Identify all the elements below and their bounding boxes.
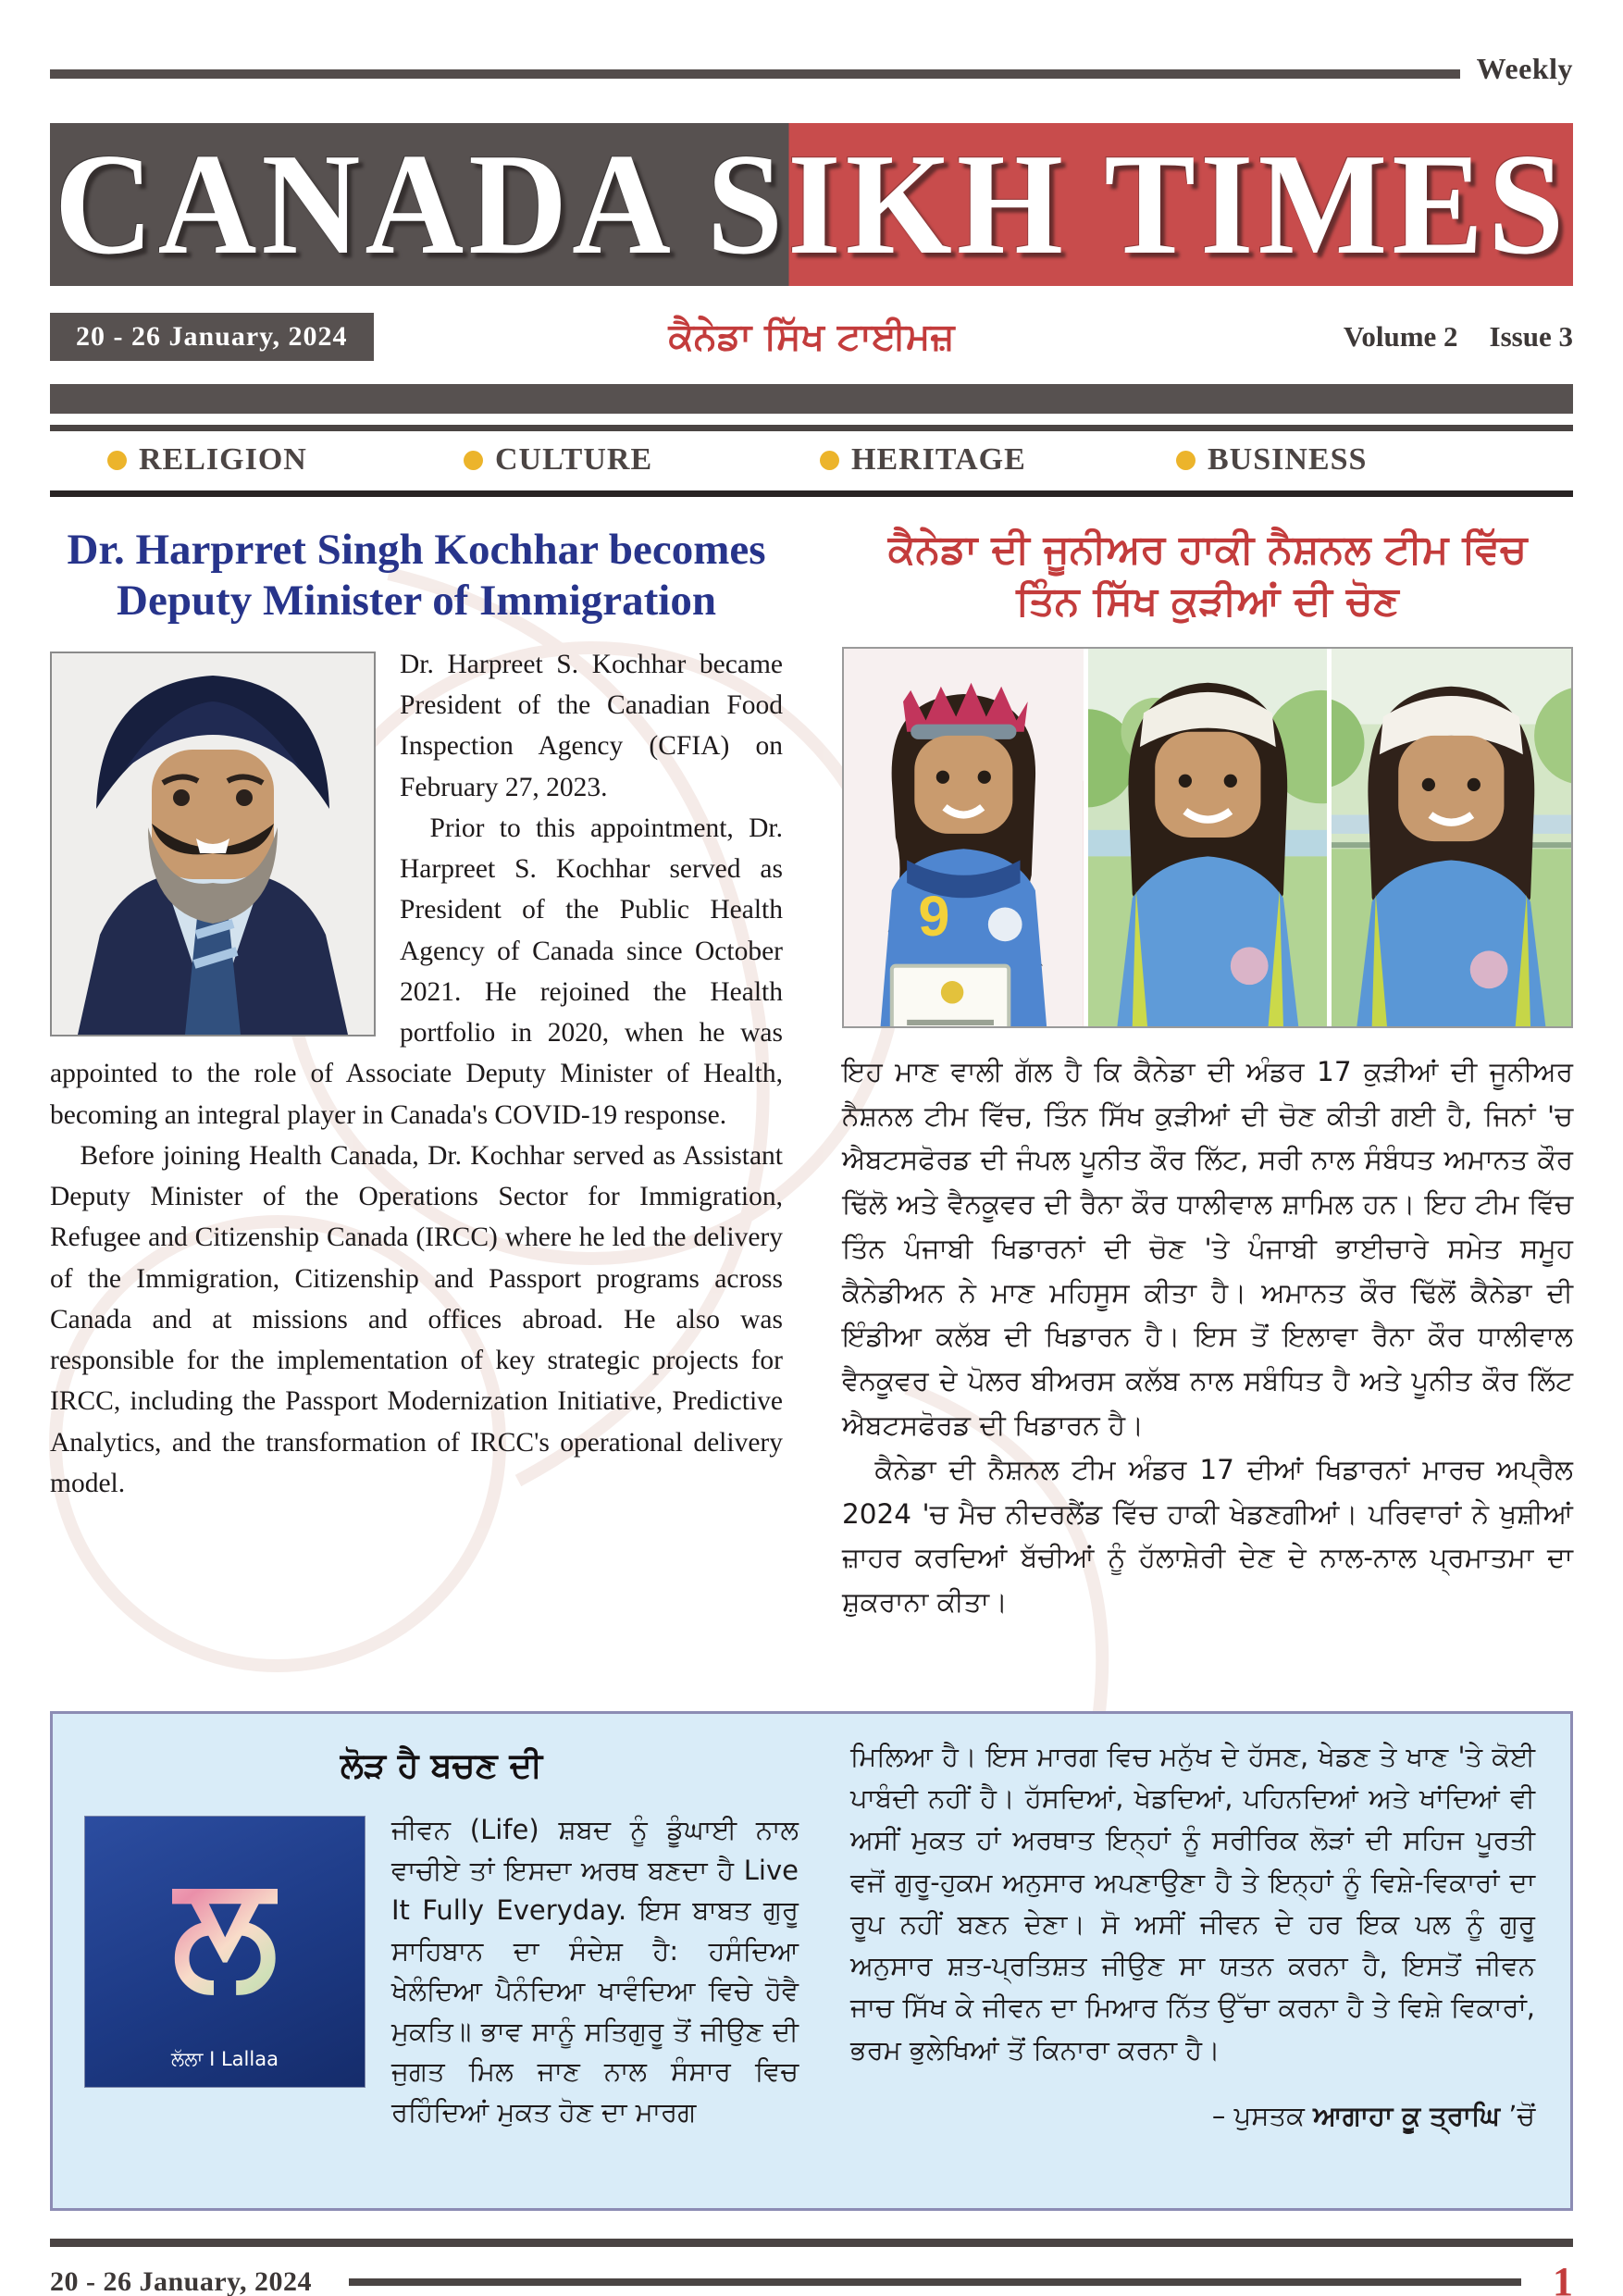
nav-rule (50, 490, 1573, 497)
article-hockey-team (842, 525, 1573, 1698)
player-photo-1 (844, 649, 1084, 1026)
nav-item-label: CULTURE (495, 442, 653, 477)
attribution-suffix: ’ਚੋਂ (1500, 2099, 1535, 2131)
article-body-en (50, 644, 783, 1504)
nav-item-label: HERITAGE (851, 442, 1026, 477)
bullet-icon (1176, 451, 1196, 470)
bullet-icon (820, 451, 839, 470)
svg-text:9: 9 (918, 884, 950, 948)
bullet-icon (464, 451, 483, 470)
lallaa-letter-art: ਲ (172, 1817, 279, 2045)
paragraph: ਕੈਨੇਡਾ ਦੀ ਨੈਸ਼ਨਲ ਟੀਮ ਅੰਡਰ 17 ਦੀਆਂ ਖਿਡਾਰਨਾਂ ਮਾਰਚ ਅਪ੍ਰੈਲ 2024 'ਚ ਮੈਚ ਨੀਦਰਲੈਂਡ ਵਿੱਚ ਹਾਕੀ ਖੇਡਣਗੀਆਂ। ਪਰਿਵਾਰਾਂ ਨੇ ਖੁਸ਼ੀਆਂ ਜ਼ਾਹਰ ਕਰਦਿਆਂ ਬੱਚੀਆਂ ਨੂੰ ਹੱਲਾਸ਼ੇਰੀ ਦੇਣ ਦੇ ਨਾਲ-ਨਾਲ ਪ੍ਰਮਾਤਮਾ ਦਾ ਸ਼ੁਕਰਾਨਾ ਕੀਤਾ। (842, 1453, 1573, 1619)
footer-rule (50, 2239, 1573, 2247)
headline-line1: ਕੈਨੇਡਾ ਦੀ ਜੂਨੀਅਰ ਹਾਕੀ ਨੈਸ਼ਨਲ ਟੀਮ ਵਿੱਚ (887, 527, 1528, 573)
paragraph: ਇਹ ਮਾਣ ਵਾਲੀ ਗੱਲ ਹੈ ਕਿ ਕੈਨੇਡਾ ਦੀ ਅੰਡਰ 17 ਕੁੜੀਆਂ ਦੀ ਜੂਨੀਅਰ ਨੈਸ਼ਨਲ ਟੀਮ ਵਿੱਚ, ਤਿੰਨ ਸਿੱਖ ਕੁੜੀਆਂ ਦੀ ਚੋਣ ਕੀਤੀ ਗਈ ਹੈ, ਜਿਨਾਂ 'ਚ ਐਬਟਸਫੋਰਡ ਦੀ ਜੰਪਲ ਪੂਨੀਤ ਕੌਰ ਲਿੱਟ, ਸਰੀ ਨਾਲ ਸੰਬੰਧਤ ਅਮਾਨਤ ਕੌਰ ਢਿੱਲੋ ਅਤੇ ਵੈਨਕੂਵਰ ਦੀ ਰੈਨਾ ਕੌਰ ਧਾਲੀਵਾਲ ਸ਼ਾਮਿਲ ਹਨ। ਇਹ ਟੀਮ ਵਿੱਚ ਤਿੰਨ ਪੰਜਾਬੀ ਖਿਡਾਰਨਾਂ ਦੀ ਚੋਣ 'ਤੇ ਪੰਜਾਬੀ ਭਾਈਚਾਰੇ ਸਮੇਤ ਸਮੂਹ ਕੈਨੇਡੀਅਨ ਨੇ ਮਾਣ ਮਹਿਸੂਸ ਕੀਤਾ ਹੈ। ਅਮਾਨਤ ਕੌਰ ਢਿੱਲੋਂ ਕੈਨੇਡਾ ਦੀ ਇੰਡੀਆ ਕਲੱਬ ਦੀ ਖਿਡਾਰਨ ਹੈ। ਇਸ ਤੋਂ ਇਲਾਵਾ ਰੈਨਾ ਕੌਰ ਧਾਲੀਵਾਲ ਵੈਨਕੂਵਰ ਦੇ ਪੋਲਰ ਬੀਅਰਸ ਕਲੱਬ ਨਾਲ ਸਬੰਧਿਤ ਹੈ ਅਤੇ ਪੂਨੀਤ ਕੌਰ ਲਿੱਟ ਐਬਟਸਫੋਰਡ ਦੀ ਖਿਡਾਰਨ ਹੈ। (842, 1055, 1573, 1442)
top-rule (50, 69, 1460, 79)
nav-item-label: BUSINESS (1208, 442, 1368, 477)
header-gray-bar (50, 384, 1573, 414)
nav-item-religion[interactable] (107, 442, 464, 478)
attribution-book-title: ਆਗਾਹਾ ਕੂ ਤ੍ਰਾਘਿ (1313, 2099, 1501, 2131)
nav-item-business[interactable] (1176, 442, 1532, 478)
article-headline-pa (842, 525, 1573, 628)
players-photo-strip (842, 647, 1573, 1028)
masthead-title: CANADA SIKH TIMES (54, 124, 1569, 285)
section-nav (50, 431, 1573, 490)
bullet-icon (107, 451, 127, 470)
lallaa-image (84, 1816, 365, 2088)
header-rule (50, 425, 1573, 431)
masthead-banner (50, 123, 1573, 286)
nav-item-label: RELIGION (139, 442, 307, 477)
issue-row (50, 308, 1573, 366)
date-range-box: 20 - 26 January, 2024 (50, 313, 374, 361)
article-headline-en (50, 525, 783, 627)
feature-left-body (84, 1810, 799, 2132)
nav-item-heritage[interactable] (820, 442, 1176, 478)
feature-title: ਲੋੜ ਹੈ ਬਚਣ ਦੀ (340, 1745, 543, 1785)
top-rule-row (50, 52, 1573, 86)
lallaa-caption: ਲੱਲਾ I Lallaa (171, 2047, 279, 2070)
weekly-label: Weekly (1476, 52, 1573, 85)
nav-item-culture[interactable] (464, 442, 820, 478)
paragraph: Prior to this appointment, Dr. Harpreet S. Kochhar served as President of the Public Health Agency of Canada since October 2021. He rejoined the Health portfolio in 2020, when he was appointed to the role of Associate Deputy Minister of Health, becoming an integral player in Canada's COVID-19 response. (50, 813, 783, 1130)
player-photo-2 (1088, 649, 1328, 1026)
main-content (50, 525, 1573, 1698)
player-photo-3 (1332, 649, 1571, 1026)
feature-right-column (850, 1736, 1535, 2186)
volume-label: Volume 2 (1343, 320, 1458, 353)
article-kochhar (50, 525, 783, 1698)
footer (50, 2259, 1573, 2296)
paragraph: ਜੀਵਨ (Life) ਸ਼ਬਦ ਨੂੰ ਡੂੰਘਾਈ ਨਾਲ ਵਾਚੀਏ ਤਾਂ ਇਸਦਾ ਅਰਥ ਬਣਦਾ ਹੈ Live It Fully Everyday. ਇਸ ਬਾਬਤ ਗੁਰੂ ਸਾਹਿਬਾਨ ਦਾ ਸੰਦੇਸ਼ ਹੈ: ਹਸੰਦਿਆ ਖੇਲੰਦਿਆ ਪੈਨੰਦਿਆ ਖਾਵੰਦਿਆ ਵਿਚੇ ਹੋਵੈ ਮੁਕਤਿ॥ ਭਾਵ ਸਾਨੂੰ ਸਤਿਗੁਰੂ ਤੋਂ ਜੀਉਣ ਦੀ ਜੁਗਤ ਮਿਲ ਜਾਣ ਨਾਲ ਸੰਸਾਰ ਵਿਚ ਰਹਿੰਦਿਆਂ ਮੁਕਤ ਹੋਣ ਦਾ ਮਾਰਗ (391, 1814, 799, 2128)
page-number: 1 (1553, 2259, 1573, 2296)
kochhar-portrait-photo (50, 652, 376, 1036)
headline-line2: ਤਿੰਨ ਸਿੱਖ ਕੁੜੀਆਂ ਦੀ ਚੋਣ (1016, 577, 1399, 625)
headline-line2: Deputy Minister of Immigration (117, 577, 716, 626)
attribution-prefix: – ਪੁਸਤਕ (1211, 2099, 1314, 2131)
footer-line (349, 2278, 1521, 2286)
attribution (850, 2095, 1535, 2137)
feature-left-column (84, 1736, 799, 2186)
issue-label: Issue 3 (1489, 320, 1573, 353)
paragraph: Before joining Health Canada, Dr. Kochhar served as Assistant Deputy Minister of the Operations Sector for Immigration, Refugee and Citizenship Canada (IRCC) where he led the delivery of the Immigration, Citizenship and Passport programs across Canada and at missions and offices abroad. He also was responsible for the implementation of key strategic projects for IRCC, including the Passport Modernization Initiative, Predictive Analytics, and the transformation of IRCC's operational delivery model. (50, 1140, 783, 1498)
footer-date: 20 - 26 January, 2024 (50, 2266, 313, 2296)
headline-line1: Dr. Harprret Singh Kochhar becomes (67, 526, 766, 574)
feature-box-lallaa (50, 1711, 1573, 2211)
paragraph: Dr. Harpreet S. Kochhar became President of the Canadian Food Inspection Agency (CFIA) on February 27, 2023. (400, 649, 783, 802)
kochhar-portrait-illustration (52, 653, 374, 1035)
punjabi-masthead-title: ਕੈਨੇਡਾ ਸਿੱਖ ਟਾਈਮਜ਼ (668, 316, 955, 358)
paragraph: ਮਿਲਿਆ ਹੈ। ਇਸ ਮਾਰਗ ਵਿਚ ਮਨੁੱਖ ਦੇ ਹੱਸਣ, ਖੇਡਣ ਤੇ ਖਾਣ 'ਤੇ ਕੋਈ ਪਾਬੰਦੀ ਨਹੀਂ ਹੈ। ਹੱਸਦਿਆਂ, ਖੇਡਦਿਆਂ, ਪਹਿਨਦਿਆਂ ਅਤੇ ਖਾਂਦਿਆਂ ਵੀ ਅਸੀਂ ਮੁਕਤ ਹਾਂ ਅਰਥਾਤ ਇਨ੍ਹਾਂ ਨੂੰ ਸਰੀਰਿਕ ਲੋੜਾਂ ਦੀ ਸਹਿਜ ਪੂਰਤੀ ਵਜੋਂ ਗੁਰੂ-ਹੁਕਮ ਅਨੁਸਾਰ ਅਪਣਾਉਣਾ ਹੈ ਤੇ ਇਨ੍ਹਾਂ ਨੂੰ ਵਿਸ਼ੇ-ਵਿਕਾਰਾਂ ਦਾ ਰੂਪ ਨਹੀਂ ਬਣਨ ਦੇਣਾ। ਸੋ ਅਸੀਂ ਜੀਵਨ ਦੇ ਹਰ ਇਕ ਪਲ ਨੂੰ ਗੁਰੂ ਅਨੁਸਾਰ ਸ਼ਤ-ਪ੍ਰਤਿਸ਼ਤ ਜੀਉਣ ਸਾ ਯਤਨ ਕਰਨਾ ਹੈ, ਇਸਤੋਂ ਜੀਵਨ ਜਾਚ ਸਿੱਖ ਕੇ ਜੀਵਨ ਦਾ ਮਿਆਰ ਨਿੱਤ ਉੱਚਾ ਕਰਨਾ ਹੈ ਤੇ ਵਿਸ਼ੇ ਵਿਕਾਰਾਂ, ਭਰਮ ਭੁਲੇਖਿਆਂ ਤੋਂ ਕਿਨਾਰਾ ਕਰਨਾ ਹੈ। (850, 1741, 1535, 2066)
article-body-pa (842, 1050, 1573, 1625)
